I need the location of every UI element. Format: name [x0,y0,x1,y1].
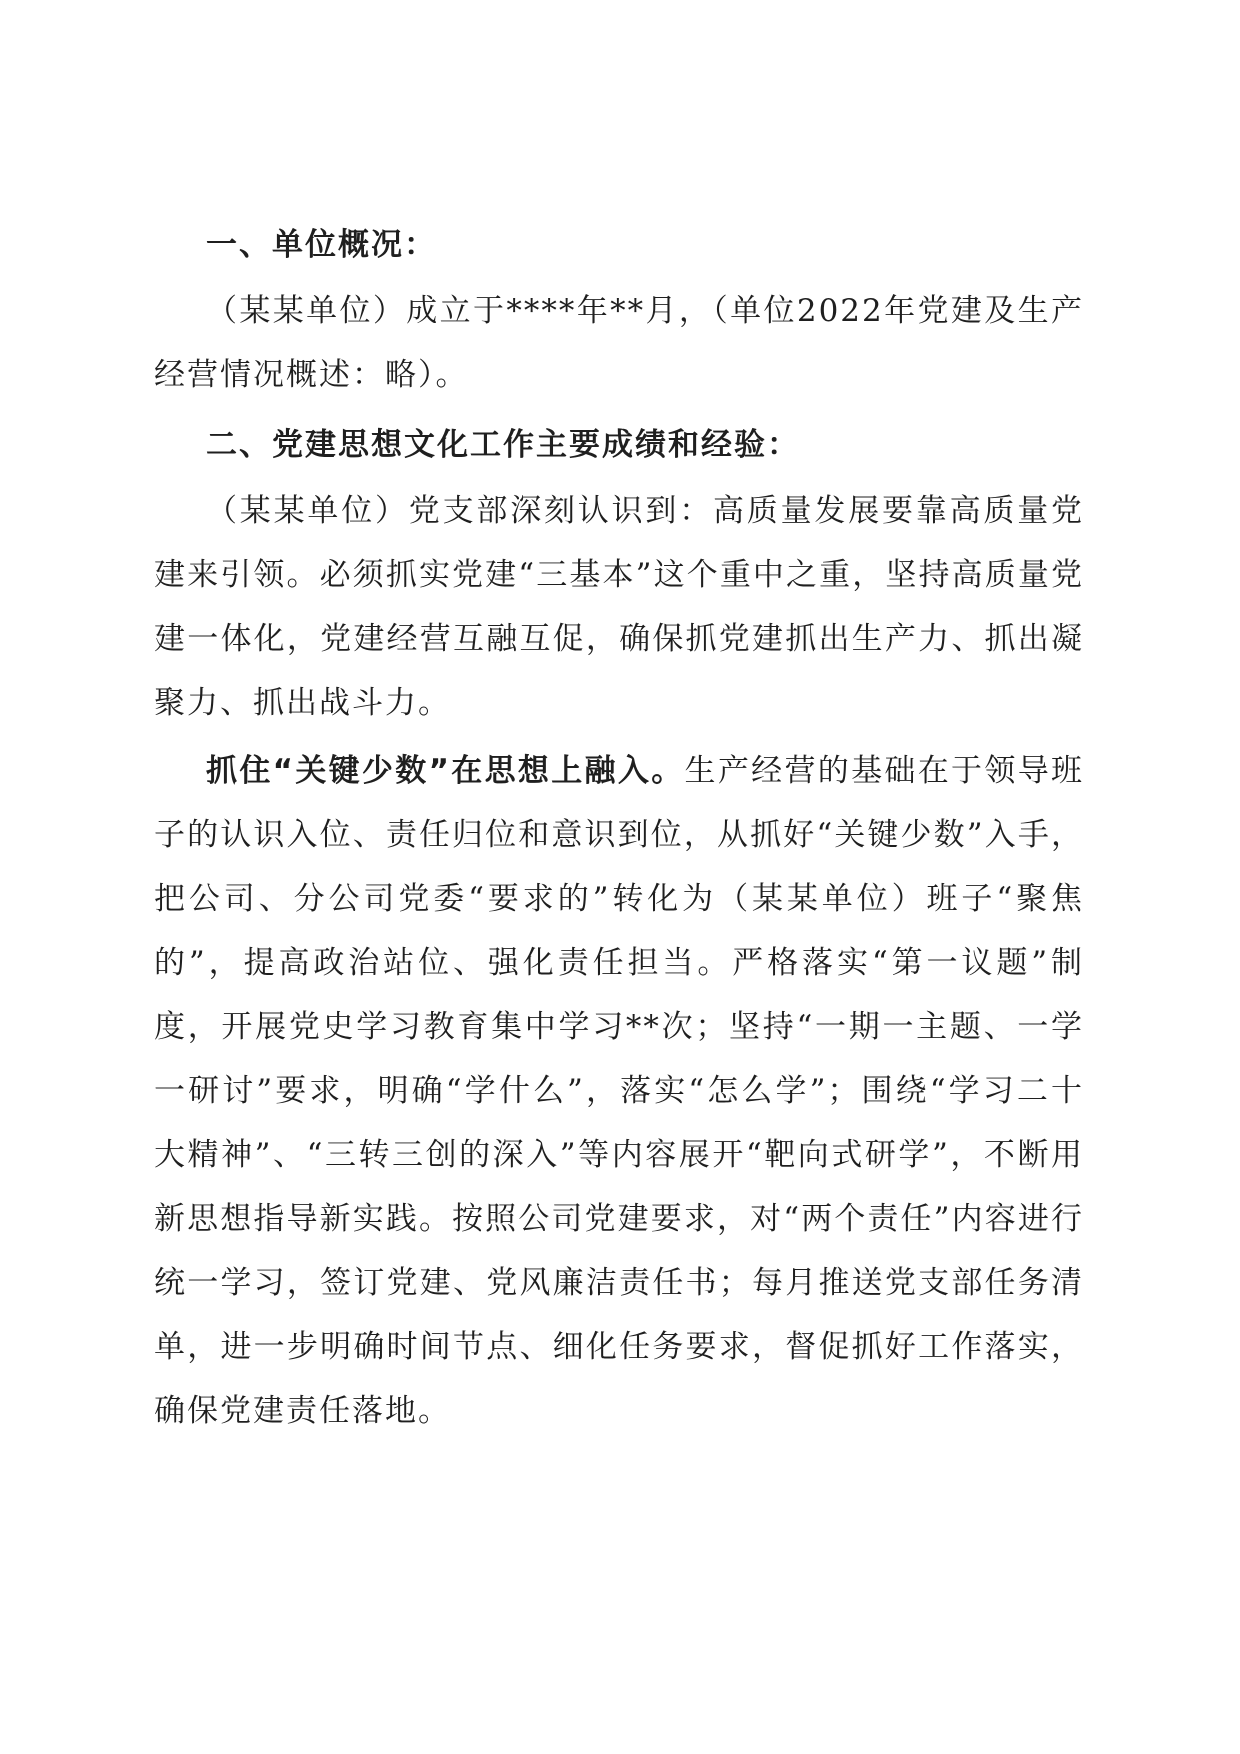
key-minority-body: 生产经营的基础在于领导班子的认识入位、责任归位和意识到位，从抓好“关键少数”入手，把公司、分公司党委“要求的”转化为（某某单位）班子“聚焦的”，提高政治站位、强化责任担当。严格落实“第一议题”制度，开展党史学习教育集中学习**次；坚持“一期一主题、一学一研讨”要求，明确“学什么”，落实“怎么学”；围绕“学习二十大精神”、“三转三创的深入”等内容展开“靶向式研学”，不断用新思想指导新实践。按照公司党建要求，对“两个责任”内容进行统一学习，签订党建、党风廉洁责任书；每月推送党支部任务清单，进一步明确时间节点、细化任务要求，督促抓好工作落实，确保党建责任落地。 [154,753,1085,1429]
section-heading-unit-overview: 一、单位概况： [206,227,437,263]
document-body [154,213,1084,1443]
achievements-paragraph: （某某单位）党支部深刻认识到：高质量发展要靠高质量党建来引领。必须抓实党建“三基本”这个重中之重，坚持高质量党建一体化，党建经营互融互促，确保抓党建抓出生产力、抓出凝聚力、抓出战斗力。 [154,493,1084,721]
key-minority-lead: 抓住“关键少数”在思想上融入。 [206,753,685,789]
unit-overview-paragraph: （某某单位）成立于****年**月，（单位2022年党建及生产经营情况概述：略）。 [154,293,1084,393]
section-heading-achievements: 二、党建思想文化工作主要成绩和经验： [206,427,800,463]
key-minority-paragraph [154,739,1084,1443]
